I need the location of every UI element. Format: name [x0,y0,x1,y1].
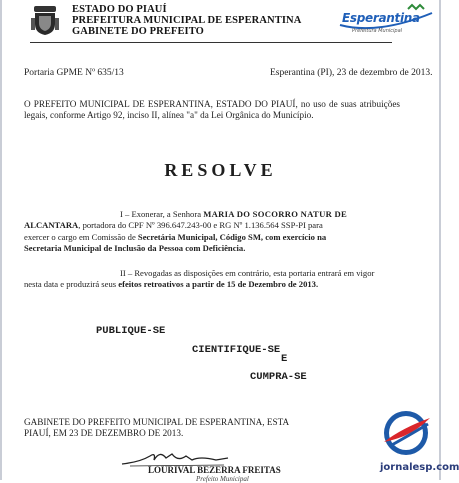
jornalesp-logo-icon [378,408,434,458]
signatory-name: LOURIVAL BEZERRA FREITAS [148,465,281,475]
logo-wordmark: Esperantina [342,11,420,25]
article-1-line-3 [24,232,400,243]
logo-subtitle: Prefeitura Municipal [352,28,403,34]
coat-of-arms-icon [31,6,59,36]
employee-name-part2: ALCANTARA [24,220,79,231]
article-1-line-2 [24,220,400,231]
cientifique-se: CIENTIFIQUE-SE [192,344,281,356]
article-2 [24,268,400,291]
intro-paragraph: O PREFEITO MUNICIPAL DE ESPERANTINA, ESTADO DO PIAUÍ, no uso de suas atribuições legais, conforme Artigo 92, inciso II, alínea "a" da Lei Orgânica do Município. [24,99,400,120]
document-date: Esperantina (PI), 23 de dezembro de 2013. [270,68,433,78]
employee-documents: , portadora do CPF Nº 396.647.243-00 e RG Nº 1.136.564 SSP-PI para [78,220,323,231]
employee-name-part1: MARIA DO SOCORRO NATUR DE [203,209,348,219]
header-prefeitura: PREFEITURA MUNICIPAL DE ESPERANTINA [72,15,302,26]
article-1 [24,209,400,254]
article-2-text: nesta data e produzirá seus [24,279,117,290]
portaria-number: Portaria GPME Nº 635/13 [24,68,124,78]
esperantina-logo [338,3,434,41]
cumpra-se: CUMPRA-SE [250,371,307,383]
footer-line-1: GABINETE DO PREFEITO MUNICIPAL DE ESPERANTINA, ESTA [24,417,290,427]
effective-date: efeitos retroativos a partir de 15 de Dezembro de 2013. [118,279,319,290]
article-2-line-2 [24,279,400,290]
department-name: Secretaria Municipal de Inclusão da Pessoa com Deficiência. [24,242,246,253]
footer-line-2: PIAUÍ, EM 23 DE DEZEMBRO DE 2013. [24,428,184,438]
header-gabinete: GABINETE DO PREFEITO [72,26,204,37]
article-1-line-1 [24,209,400,220]
jornalesp-watermark: jornalesp.com [380,462,459,473]
signatory-role: Prefeito Municipal [196,475,249,483]
resolve-heading: RESOLVE [164,160,277,180]
position-title: Secretária Municipal, Código SM, com exercício na [137,231,327,242]
article-2-line-1: II – Revogadas as disposições em contrário, esta portaria entrará em vigor [120,268,375,278]
article-1-lead: I – Exonerar, a Senhora [120,209,202,219]
footer-block [24,417,384,439]
header-state: ESTADO DO PIAUÍ [72,4,167,15]
header-divider [30,42,392,43]
publique-se: PUBLIQUE-SE [96,325,166,337]
conjunction-e: E [281,353,288,365]
article-1-text: exercer o cargo em Comissão de [24,231,136,242]
page-frame-right [439,0,441,480]
article-1-line-4 [24,243,400,254]
page-frame-left [0,0,2,480]
